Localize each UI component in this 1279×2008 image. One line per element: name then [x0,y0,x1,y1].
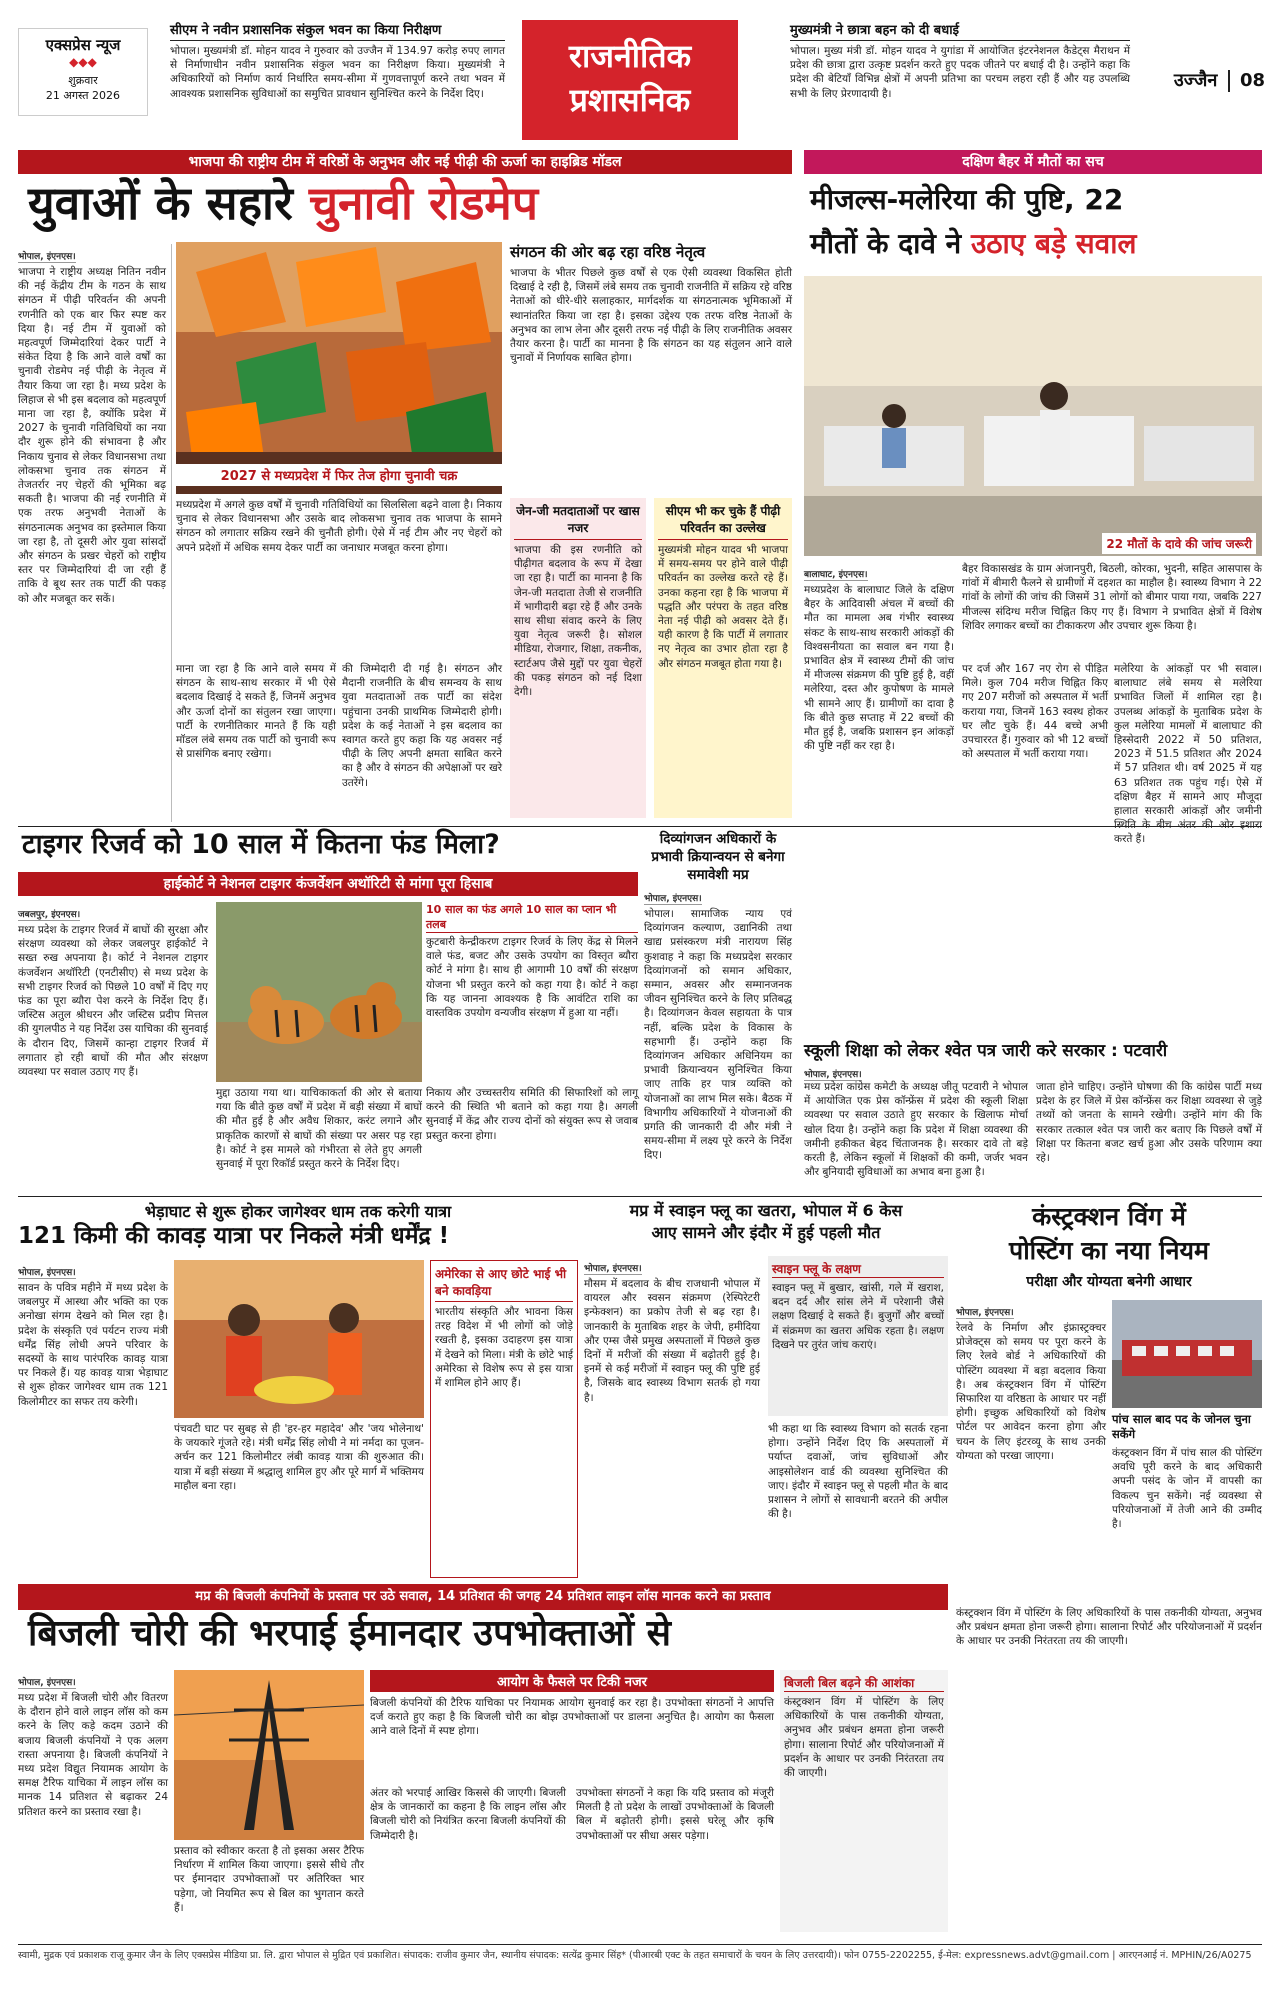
right-brief-title: मुख्यमंत्री ने छात्रा बहन को दी बधाई [790,20,1130,41]
story-measles-col1 [804,562,954,820]
story-bjp-col1 [18,244,166,822]
story-railway-headline-a: कंस्ट्रक्शन विंग में [1032,1202,1186,1231]
story-electricity-col2-text: प्रस्ताव को स्वीकार करता है तो इसका असर टैरिफ निर्धारण में शामिल किया जाएगा। इससे सीधे तौर पर ईमानदार उपभोक्ताओं पर अतिरिक्त भार पड़ेगा, जो नियमित रूप से बिल का भुगतान करते हैं। [174,1845,364,1914]
story-electricity-col3-text: बिजली कंपनियों की टैरिफ याचिका पर नियामक आयोग सुनवाई कर रहा है। उपभोक्ता संगठनों ने आपत्ति दर्ज कराते हुए कहा है कि बिजली चोरी का बोझ उपभोक्ताओं पर डालना अनुचित है। आयोग का फैसला आने वाले दिनों में स्पष्ट होगा। [370,1697,774,1738]
story-bjp-bottom-a: माना जा रहा है कि आने वाले समय में संगठन के साथ-साथ सरकार में भी ऐसे बदलाव दिखाई दे सकते हैं, जिनमें अनुभव और ऊर्जा दोनों का संतुलन रखा जाएगा। पार्टी के रणनीतिकार मानते हैं कि यही मॉडल लंबे समय तक पार्टी को चुनावी रूप से प्रासंगिक बनाए रखेगा। [176,663,336,761]
story-patwari-col2-text: जाता होने चाहिए। उन्होंने घोषणा की कि कांग्रेस पार्टी मध्य प्रदेश के हर जिले में प्रेस कॉन्फ्रेंस कर शिक्षा व्यवस्था से जुड़े तथ्यों को जनता के सामने रखेगी। उन्होंने मांग की कि सरकार तत्काल श्वेत पत्र जारी कर बताए कि पिछले वर्षों में शिक्षा पर कितना बजट खर्च हुआ और उसके परिणाम क्या रहे। [1036,1081,1262,1165]
story-divyang-text: भोपाल। सामाजिक न्याय एवं दिव्यांगजन कल्याण, उद्यानिकी तथा खाद्य प्रसंस्करण मंत्री नारायण सिंह कुशवाह ने कहा कि मध्यप्रदेश सरकार दिव्यांगजनों को समान अधिकार, सम्मान, अवसर और सम्मानजनक जीवन सुनिश्चित करने के लिए प्रतिबद्ध है। दिव्यांगजन केवल सहायता के पात्र नहीं, बल्कि प्रदेश के विकास के सहभागी हैं। उन्होंने कहा कि दिव्यांगजन अधिकार अधिनियम का प्रभावी क्रियान्वयन सुनिश्चित किया जाए ताकि हर पात्र व्यक्ति को योजनाओं का लाभ मिल सके। बैठक में विभागीय अधिकारियों ने योजनाओं की प्रगति की जानकारी दी और मंत्री ने समय-सीमा में लक्ष्य पूरे करने के निर्देश दिए। [644,908,792,1162]
story-kawad-box-title: अमेरिका से आए छोटे भाई भी बने कावड़िया [435,1265,573,1302]
section-title-2: प्रशासनिक [569,81,691,119]
story-electricity-photo [174,1670,364,1840]
story-measles-photo-caption: 22 मौतों के दावे की जांच जरूरी [1102,533,1256,554]
story-swineflu-col1 [584,1256,760,1578]
page-number: 08 [1239,70,1265,91]
story-kawad-kicker: भेड़ाघाट से शुरू होकर जागेश्वर धाम तक करेगी यात्रा [144,1202,452,1221]
section-title-1: राजनीतिक [568,37,692,75]
story-swineflu-col2-text: भी कहा था कि स्वास्थ्य विभाग को सतर्क रहना होगा। उन्होंने निर्देश दिए कि अस्पतालों में पर्याप्त दवाओं, जांच सुविधाओं और आइसोलेशन वार्ड की व्यवस्था सुनिश्चित की जाए। इंदौर में स्वाइन फ्लू से पहली मौत के बाद प्रशासन ने लोगों से सावधानी बरतने की अपील की है। [768,1423,948,1521]
story-patwari-col1-text: मध्य प्रदेश कांग्रेस कमेटी के अध्यक्ष जीतू पटवारी ने भोपाल में आयोजित एक प्रेस कॉन्फ्रेंस में प्रदेश की स्कूली शिक्षा व्यवस्था पर सवाल उठाते हुए सरकार के खिलाफ मोर्चा खोल दिया है। उन्होंने कहा कि प्रदेश में शिक्षा व्यवस्था की जमीनी हकीकत बेहद चिंताजनक है। सरकार दावे तो बड़े करती है, लेकिन स्कूलों में शिक्षकों की कमी, जर्जर भवन और बुनियादी सुविधाओं का अभाव बना हुआ है। [804,1081,1028,1179]
section-rule [18,1196,1262,1197]
hospital-ward-image [804,276,1262,556]
story-swineflu-box [768,1256,948,1416]
story-bjp-kicker: भाजपा की राष्ट्रीय टीम में वरिष्ठों के अनुभव और नई पीढ़ी की ऊर्जा का हाइब्रिड मॉडल [18,150,792,174]
story-electricity-dateline: भोपाल, इंएनएस। [18,1675,76,1689]
story-railway-headline-b: पोस्टिंग का नया नियम [1009,1236,1209,1265]
story-measles-headline-c: उठाए बड़े सवाल [970,227,1137,260]
story-swineflu-box-title: स्वाइन फ्लू के लक्षण [772,1260,944,1278]
story-kawad-col1 [18,1260,168,1578]
section-rule [18,826,1262,827]
story-electricity-box2-text: कंस्ट्रक्शन विंग में पोस्टिंग के लिए अधिकारियों के पास तकनीकी योग्यता, अनुभव और प्रबंधन क्षमता होना जरूरी होगा। सालाना रिपोर्ट और परियोजनाओं में प्रदर्शन के आधार पर उनकी निरंतरता तय की जाएगी। [784,1696,944,1780]
story-electricity-box2-title: बिजली बिल बढ़ने की आशंका [784,1674,944,1692]
story-bjp-sub1-area [510,242,792,494]
power-tower-image [174,1670,364,1840]
story-divyang [644,830,792,1190]
story-electricity-col1-text: मध्य प्रदेश में बिजली चोरी और वितरण के दौरान होने वाले लाइन लॉस को कम करने के लिए कड़े कदम उठाने की बजाय बिजली कंपनियों ने एक अलग रास्ता अपनाया है। बिजली कंपनियों ने मध्य प्रदेश विद्युत नियामक आयोग के समक्ष टैरिफ याचिका में लाइन लॉस का मानक 14 प्रतिशत से बढ़ाकर 24 प्रतिशत करने का प्रस्ताव रखा है। [18,1692,168,1818]
story-railway-dateline: भोपाल, इंएनएस। [956,1305,1014,1319]
story-measles-photo [804,276,1262,556]
section-title-box [522,20,738,140]
issue-day: शुक्रवार [68,74,98,87]
story-patwari [804,1040,1262,1192]
story-swineflu-headline [584,1200,948,1248]
story-tiger-deck: हाईकोर्ट ने नेशनल टाइगर कंजर्वेशन अथॉरिटी से मांगा पूरा हिसाब [18,872,638,896]
story-railway-headline [956,1200,1262,1268]
story-patwari-headline: स्कूली शिक्षा को लेकर श्वेत पत्र जारी करे सरकार : पटवारी [804,1041,1168,1061]
story-electricity-kicker: मप्र की बिजली कंपनियों के प्रस्ताव पर उठे सवाल, 14 प्रतिशत की जगह 24 प्रतिशत लाइन लॉस मानक करने का प्रस्ताव [18,1584,948,1610]
box-cm-title: सीएम भी कर चुके हैं पीढ़ी परिवर्तन का उल्लेख [658,502,788,540]
box-genz-text: भाजपा की इस रणनीति को पीढ़ीगत बदलाव के रूप में देखा जा रहा है। पार्टी का मानना है कि जेन-जी मतदाता तेजी से राजनीति में भागीदारी बढ़ा रहे हैं और उनके साथ सीधा संवाद करने के लिए युवा नेतृत्व जरूरी है। सोशल मीडिया, रोजगार, शिक्षा, तकनीक, स्टार्टअप जैसे मुद्दों पर युवा चेहरों की पकड़ संगठन को नई दिशा देगी। [514,544,643,699]
story-electricity-box-head: आयोग के फैसले पर टिकी नजर [370,1670,774,1692]
story-bjp-photo [176,242,502,494]
story-railway-continued: कंस्ट्रक्शन विंग में पोस्टिंग के लिए अधिकारियों के पास तकनीकी योग्यता, अनुभव और प्रबंधन क्षमता होना जरूरी होगा। सालाना रिपोर्ट और परियोजनाओं में प्रदर्शन के आधार पर उनकी निरंतरता तय की जाएगी। [956,1607,1262,1648]
story-tiger [18,830,638,1190]
left-brief [170,20,505,140]
story-electricity-col4-text: अंतर को भरपाई आखिर किससे की जाएगी। बिजली क्षेत्र के जानकारों का कहना है कि लाइन लॉस और बिजली चोरी को नियंत्रित करना बिजली कंपनियों की जिम्मेदारी है। [370,1787,566,1842]
story-tiger-box-head: 10 साल का फंड अगले 10 साल का प्लान भी तलब [426,902,638,933]
story-divyang-headline: दिव्यांगजन अधिकारों के प्रभावी क्रियान्वयन से बनेगा समावेशी मप्र [651,831,785,883]
story-railway-caption: पांच साल बाद पद के जोनल चुना सकेंगे [1112,1412,1251,1441]
story-railway-photo [1112,1300,1262,1408]
story-kawad-box [430,1260,578,1578]
story-patwari-dateline: भोपाल, इंएनएस। [804,1067,862,1081]
story-bjp-headline-a: युवाओं के सहारे [28,176,293,230]
story-bjp-photo-caption: 2027 से मध्यप्रदेश में फिर तेज होगा चुनावी चक्र [176,464,502,486]
brand-box [18,28,148,116]
story-tiger-headline: टाइगर रिजर्व को 10 साल में कितना फंड मिला? [22,829,500,860]
story-bjp-headline [28,178,788,236]
story-swineflu-box-text: स्वाइन फ्लू में बुखार, खांसी, गले में खराश, बदन दर्द और सांस लेने में परेशानी जैसे लक्षण दिखाई दे सकते हैं। बुजुर्गों और बच्चों में संक्रमण का खतरा अधिक रहता है। लक्षण दिखने पर तुरंत जांच कराएं। [772,1282,944,1351]
left-brief-text: भोपाल। मुख्यमंत्री डॉ. मोहन यादव ने गुरुवार को उज्जैन में 134.97 करोड़ रुपए लागत से निर्माणाधीन नवीन प्रशासनिक संकुल भवन का निरीक्षण किया। मुख्यमंत्री ने अधिकारियों को निर्माण कार्य निर्धारित समय-सीमा में गुणवत्तापूर्ण करने तथा भवन में आवश्यक प्रशासनिक सुविधाओं का समुचित प्रावधान सुनिश्चित करने के निर्देश दिए। [170,45,505,100]
story-divyang-dateline: भोपाल, इंएनएस। [644,891,702,905]
tigers-image [216,902,422,1082]
box-genz [510,498,646,818]
story-bjp-col1-text: भाजपा ने राष्ट्रीय अध्यक्ष नितिन नवीन की नई केंद्रीय टीम के गठन के साथ संगठन में पीढ़ी परिवर्तन की अपनी रणनीति को एक बार फिर स्पष्ट कर दिया है। नई टीम में युवाओं को महत्वपूर्ण जिम्मेदारियां देकर पार्टी ने संकेत दिया है कि आने वाले वर्षों का चुनावी रोडमेप नई पीढ़ी के नेतृत्व में तैयार किया जा रहा है। मध्य प्रदेश के लिहाज से भी इस बदलाव को महत्वपूर्ण माना जा रहा है, क्योंकि प्रदेश में 2027 के चुनावी गतिविधियों का नया दौर शुरू होने की संभावना है और निकाय चुनाव से लेकर विधानसभा तथा लोकसभा चुनाव तक संगठन में तेजतर्रार नए चेहरों की भूमिका बढ़ सकती है। भाजपा की नई रणनीति में एक तरफ अनुभवी नेताओं के संगठनात्मक अनुभव का इस्तेमाल किया जा रहा है, तो दूसरी ओर युवा सांसदों और संगठन के प्रखर चेहरों को राष्ट्रीय स्तर पर जिम्मेदारियां दी जा रही हैं ताकि वे बूथ स्तर तक पार्टी की पकड़ को और मजबूत कर सकें। [18,266,166,605]
box-cm-text: मुख्यमंत्री मोहन यादव भी भाजपा में समय-समय पर होने वाले पीढ़ी परिवर्तन का उल्लेख करते रहे हैं। उनका कहना रहा है कि भाजपा में पद्धति और परंपरा के तहत वरिष्ठ नेता नई पीढ़ी को अवसर देते हैं। यही कारण है कि पार्टी में लगातार नए नेतृत्व का उभार होता रहा है और संगठन मजबूत होता गया है। [658,544,788,670]
story-swineflu [584,1200,948,1580]
story-bjp-bottom-b: की जिम्मेदारी दी गई है। संगठन और मैदानी राजनीति के बीच समन्वय के साथ युवा मतदाताओं तक पार्टी का संदेश पहुंचाना उनकी प्राथमिक जिम्मेदारी होगी। प्रदेश के कई नेताओं ने इस बदलाव का स्वागत करते हुए कहा कि यह अवसर नई पीढ़ी के लिए अपनी क्षमता साबित करने का है और वे संगठन की अपेक्षाओं पर खरे उतरेंगे। [342,663,502,789]
right-brief [790,20,1130,140]
story-tiger-photo [216,902,422,1082]
story-swineflu-headline-a: मप्र में स्वाइन फ्लू का खतरा, भोपाल में 6 केस [629,1201,903,1220]
story-electricity [18,1584,948,1934]
page-divider [1228,70,1230,92]
story-tiger-col3-text: मुद्दा उठाया गया था। याचिकाकर्ता की ओर से बताया गया कि बीते कुछ वर्षों में प्रदेश में बड़ी संख्या में बाघों की मौत हुई है और अवैध शिकार, करंट लगाने और प्राकृतिक कारणों से बाघों की संख्या पर असर पड़ रहा है। कोर्ट ने इस मामले को गंभीरता से लेते हुए अगली सुनवाई में पूरा रिकॉर्ड प्रस्तुत करने के निर्देश दिए। [216,1087,422,1171]
story-tiger-dateline: जबलपुर, इंएनएस। [18,907,80,921]
story-measles-kicker: दक्षिण बैहर में मौतों का सच [804,150,1262,174]
brand-diamond-icon: ◆◆◆ [69,55,97,69]
story-kawad-col1-text: सावन के पवित्र महीने में मध्य प्रदेश के जबलपुर में आस्था और भक्ति का एक अनोखा संगम देखने को मिल रहा है। प्रदेश के संस्कृति एवं पर्यटन राज्य मंत्री धर्मेंद्र सिंह लोधी अपने परिवार के सदस्यों के साथ पारंपरिक कावड़ यात्रा पर निकले हैं। यह कावड़ यात्रा भेड़ाघाट से शुरू होकर जागेश्वर धाम तक 121 किलोमीटर का सफर तय करेगी। [18,1282,168,1408]
story-kawad-photo [174,1260,424,1418]
story-bjp-col3-text: भाजपा के भीतर पिछले कुछ वर्षों से एक ऐसी व्यवस्था विकसित होती दिखाई दे रही है, जिसमें लंबे समय तक चुनावी राजनीति में सक्रिय रहे वरिष्ठ नेताओं को धीरे-धीरे सलाहकार, मार्गदर्शक या संगठनात्मक भूमिकाओं में स्थानांतरित किया जा रहा है। इसका उद्देश्य एक तरफ वरिष्ठ नेताओं के अनुभव का लाभ लेना और दूसरी तरफ नई पीढ़ी के लिए राजनीतिक अवसर तैयार करना है। पार्टी का मानना है कि संगठन का यह संतुलन आने वाले चुनावों में निर्णायक साबित होगा। [510,267,792,365]
story-railway-col1-text: रेलवे के निर्माण और इंफ्रास्ट्रक्चर प्रोजेक्ट्स को समय पर पूरा करने के लिए रेलवे बोर्ड ने अधिकारियों की पोस्टिंग व्यवस्था में बड़ा बदलाव किया है। अब कंस्ट्रक्शन विंग में पोस्टिंग सिफारिश या वरिष्ठता के आधार पर नहीं होगी। इच्छुक अधिकारियों को विशेष पोर्टल पर आवेदन करना होगा और चयन के लिए इंटरव्यू के साथ उनकी योग्यता को परखा जाएगा। [956,1322,1106,1462]
story-measles-col1-text: मध्यप्रदेश के बालाघाट जिले के दक्षिण बैहर के आदिवासी अंचल में बच्चों की मौत का मामला अब गंभीर स्वास्थ्य संकट के साथ-साथ सरकारी आंकड़ों की विश्वसनीयता का सवाल बन गया है। प्रभावित क्षेत्र में स्वास्थ्य टीमों की जांच में मीजल्स संक्रमण की पुष्टि हुई है, वहीं मलेरिया, दस्त और कुपोषण के मामले भी सामने आए हैं। ग्रामीणों का दावा है कि बीते कुछ सप्ताह में 22 बच्चों की मौत हुई है, जबकि प्रशासन इन आंकड़ों की पुष्टि नहीं कर रहा है। [804,584,954,753]
masthead [0,0,1279,150]
story-measles-headline-b: मौतों के दावे ने [810,227,971,260]
story-railway-col1 [956,1300,1106,1598]
story-electricity-col1 [18,1670,168,1932]
story-measles [804,150,1262,846]
right-brief-text: भोपाल। मुख्य मंत्री डॉ. मोहन यादव ने युगांडा में आयोजित इंटरनेशनल कैडेट्स मैराथन में प्रदेश की छात्रा द्वारा उत्कृष्ट प्रदर्शन करते हुए पदक जीतने पर बधाई दी है। उन्होंने कहा कि प्रदेश की बेटियाँ विभिन्न क्षेत्रों में अपनी प्रतिभा का परचम लहरा रही हैं और यह उपलब्धि सभी के लिए प्रेरणादायी है। [790,45,1130,100]
story-bjp-col2b-text: मध्यप्रदेश में अगले कुछ वर्षों में चुनावी गतिविधियों का सिलसिला बढ़ने वाला है। निकाय चुनाव से लेकर विधानसभा और उसके बाद लोकसभा चुनाव तक भाजपा के सामने संगठन को लगातार सक्रिय रखने की चुनौती होगी। ऐसे में नई टीम और नए चेहरों को अपने प्रदेशों में अधिक समय देकर पार्टी का जनाधार मजबूत करना होगा। [176,499,502,554]
story-tiger-col1-text: मध्य प्रदेश के टाइगर रिजर्व में बाघों की सुरक्षा और संरक्षण व्यवस्था को लेकर जबलपुर हाईकोर्ट ने सख्त रुख अपनाया है। कोर्ट ने नेशनल टाइगर कंजर्वेशन अथॉरिटी (एनटीसीए) से मध्य प्रदेश के सभी टाइगर रिजर्व को पिछले 10 वर्षों में दिए गए फंड का पूरा ब्यौरा पेश करने के निर्देश दिए हैं। जस्टिस अतुल श्रीधरन और जस्टिस प्रदीप मित्तल की युगलपीठ ने यह निर्देश उस याचिका की सुनवाई के दौरान दिए, जिसमें कान्हा टाइगर रिजर्व में लगातार हो रही बाघों की मौत और संरक्षण व्यवस्था पर सवाल उठाए गए हैं। [18,924,208,1079]
story-kawad [18,1200,578,1580]
minister-pooja-image [174,1260,424,1418]
train-image [1112,1300,1262,1408]
story-electricity-box [370,1670,774,1932]
story-measles-col-mid: पर दर्ज और 167 नए रोग से पीड़ित मिले। कुल 704 मरीज चिह्नित किए गए 207 मरीजों को अस्पताल में भर्ती कराया गया, जिनमें 163 स्वस्थ होकर घर लौट चुके हैं। 44 बच्चे अभी उपचाररत हैं। गुरुवार को भी 12 बच्चों को अस्पताल में भर्ती कराया गया। [962,663,1108,761]
story-electricity-headline: बिजली चोरी की भरपाई ईमानदार उपभोक्ताओं से [28,1613,671,1654]
story-measles-col2-text: बैहर विकासखंड के ग्राम अंजानपुरी, बिठली, कोरका, भुदनी, सहित आसपास के गांवों में बीमारी फैलने से ग्रामीणों में दहशत का माहौल है। स्वास्थ्य विभाग ने 22 गांवों के लोगों की जांच की जिसमें 31 लोगों को बीमार पाया गया, जबकि 227 मीजल्स संदिग्ध मरीज चिह्नित किए गए हैं। विभाग ने प्रभावित क्षेत्रों में विशेष शिविर लगाकर बच्चों का टीकाकरण और उपचार शुरू किया है। [962,563,1262,632]
story-swineflu-headline-b: आए सामने और इंदौर में हुई पहली मौत [651,1223,881,1242]
story-railway-deck: परीक्षा और योग्यता बनेगी आधार [1026,1274,1192,1290]
story-swineflu-dateline: भोपाल, इंएनएस। [584,1261,642,1275]
box-cm [654,498,792,818]
story-bjp-headline-b: चुनावी रोडमेप [308,176,538,230]
col-rule [171,244,172,822]
story-railway [956,1200,1262,1600]
story-tiger-box [426,902,638,1082]
story-kawad-headline: 121 किमी की कावड़ यात्रा पर निकले मंत्री धर्मेंद्र ! [18,1223,450,1249]
story-bjp [18,150,792,824]
footer-imprint: स्वामी, मुद्रक एवं प्रकाशक राजू कुमार जैन के लिए एक्सप्रेस मीडिया प्रा. लि. द्वारा भोपाल से मुद्रित एवं प्रकाशित। संपादक: राजीव कुमार जैन, स्थानीय संपादक: सत्येंद्र कुमार सिंह* (पीआरबी एक्ट के तहत समाचारों के चयन के लिए उत्तरदायी)। फोन 0755-2202255, ई-मेल: expressnews.advt@gmail.com | आरएनआई नं. MPHIN/26/A0275 [18,1950,1252,1961]
story-electricity-col4b-text: उपभोक्ता संगठनों ने कहा कि यदि प्रस्ताव को मंजूरी मिलती है तो प्रदेश के लाखों उपभोक्ताओं के बिजली बिल में बढ़ोतरी होगी। इससे घरेलू और कृषि उपभोक्ताओं पर सीधा असर पड़ेगा। [576,1787,774,1842]
story-electricity-box2 [780,1670,948,1932]
page-locator [1170,68,1265,100]
story-railway-col2-text: कंस्ट्रक्शन विंग में पांच साल की पोस्टिंग अवधि पूरी करने के बाद अधिकारी अपनी पसंद के जोन में वापसी का विकल्प चुन सकेंगे। नई व्यवस्था से परियोजनाओं में तेजी आने की उम्मीद है। [1112,1447,1262,1531]
issue-date: 21 अगस्त 2026 [45,89,121,102]
left-brief-title: सीएम ने नवीन प्रशासनिक संकुल भवन का किया निरीक्षण [170,20,505,41]
story-measles-col3-text: मलेरिया के आंकड़ों पर भी सवाल। बालाघाट लंबे समय से मलेरिया प्रभावित जिलों में शामिल रहा है। उपलब्ध आंकड़ों के मुताबिक प्रदेश के कुल मलेरिया मामलों में बालाघाट की हिस्सेदारी 2022 में 50 प्रतिशत, 2023 में 51.5 प्रतिशत और 2024 में 57 प्रतिशत थी। वर्ष 2025 में यह 63 प्रतिशत तक पहुंच गई। ऐसे में दक्षिण बैहर में सामने आए मौजूदा हालात सरकारी आंकड़ों और जमीनी करते हैं। [1114,663,1262,846]
story-measles-headline [810,178,1258,270]
bjp-flags-image [176,242,502,494]
box-genz-title: जेन-जी मतदाताओं पर खास नजर [514,502,642,540]
story-tiger-col2-text: कुटबारी केन्द्रीकरण टाइगर रिजर्व के लिए केंद्र से मिलने वाले फंड, बजट और उसके उपयोग का विस्तृत ब्यौरा कोर्ट ने मांगा है। साथ ही आगामी 10 वर्षों की संरक्षण योजना भी प्रस्तुत करने को कहा गया है। कोर्ट ने कहा कि यह जानना आवश्यक है कि आवंटित राशि का वास्तविक उपयोग वन्यजीव संरक्षण में हुआ या नहीं। [426,936,638,1020]
story-tiger-col4-text: निकाय और उच्चस्तरीय समिति की सिफारिशों को लागू करने की स्थिति भी बताने को कहा गया है। अगली सुनवाई में केंद्र और राज्य दोनों को संयुक्त रूप से जवाब प्रस्तुत करना होगा। [426,1087,638,1142]
story-measles-dateline: बालाघाट, इंएनएस। [804,567,868,581]
footer [18,1944,1262,1984]
city-name: उज्जैन [1173,70,1218,91]
story-bjp-dateline: भोपाल, इंएनएस। [18,249,76,263]
story-measles-headline-a: मीजल्स-मलेरिया की पुष्टि, 22 [810,183,1124,216]
story-swineflu-col1-text: मौसम में बदलाव के बीच राजधानी भोपाल में वायरल और स्वसन संक्रमण (रेस्पिरेटरी इन्फेक्शन) का प्रकोप तेजी से बढ़ रहा है। जानकारी के मुताबिक शहर के जेपी, हमीदिया और एम्स जैसे प्रमुख अस्पतालों में पिछले कुछ दिनों में मरीजों की संख्या में बढ़ोतरी हुई है। इनमें से कई मरीजों में स्वाइन फ्लू की पुष्टि हुई है, जिसके बाद स्वास्थ्य विभाग सतर्क हो गया है। [584,1278,760,1404]
story-bjp-sub1: संगठन की ओर बढ़ रहा वरिष्ठ नेतृत्व [510,243,706,261]
story-kawad-col2-text: पंचवटी घाट पर सुबह से ही 'हर-हर महादेव' और 'जय भोलेनाथ' के जयकारे गूंजते रहे। मंत्री धर्मेंद्र सिंह लोधी ने मां नर्मदा का पूजन-अर्चन कर 121 किलोमीटर लंबी कावड़ यात्रा की शुरुआत की। यात्रा में बड़ी संख्या में श्रद्धालु शामिल हुए और पूरे मार्ग में भक्तिमय माहौल बना रहा। [174,1423,424,1492]
story-kawad-box-text: भारतीय संस्कृति और भावना किस तरह विदेश में भी लोगों को जोड़े रखती है, इसका उदाहरण इस यात्रा में देखने को मिला। मंत्री के छोटे भाई अमेरिका से विशेष रूप से इस यात्रा में शामिल होने आए हैं। [435,1306,573,1390]
story-kawad-dateline: भोपाल, इंएनएस। [18,1265,76,1279]
brand-name: एक्सप्रेस न्यूज [45,36,121,54]
